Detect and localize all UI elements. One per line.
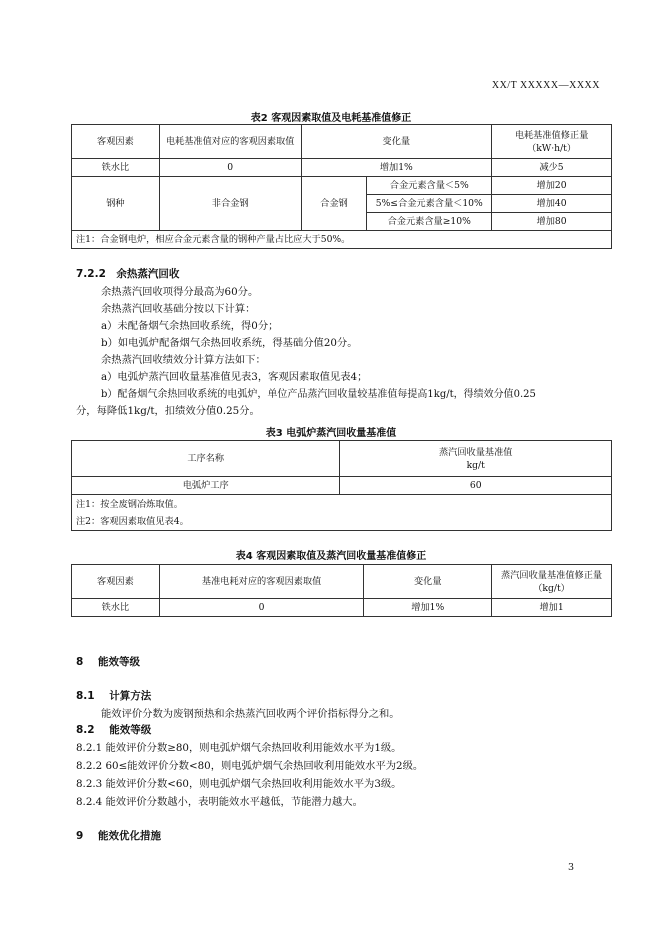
section-9-heading <box>76 828 161 845</box>
section-7-2-2-title: 7.2.2 余热蒸汽回收 <box>76 268 180 280</box>
table2-alloy: 合金钢 <box>301 177 367 231</box>
section-8-title: 能效等级 <box>98 656 140 668</box>
table4-header-factor: 客观因素 <box>72 565 160 599</box>
table2-header-row <box>72 125 612 159</box>
table4-caption: 表4 客观因素取值及蒸汽回收量基准值修正 <box>235 551 427 562</box>
table3-notes <box>72 495 612 531</box>
table3-caption: 表3 电弧炉蒸汽回收量基准值 <box>265 428 397 439</box>
paragraph-line: 8.2.1 能效评价分数≥80，则电弧炉烟气余热回收利用能效水平为1级。 <box>76 742 402 754</box>
section-8-1-number: 8.1 <box>76 690 95 702</box>
paragraph-line: 余热蒸汽回收项得分最高为60分。 <box>101 286 259 298</box>
table3-cell: 60 <box>340 477 612 495</box>
document-code: XX/T XXXXX—XXXX <box>491 80 600 91</box>
paragraph-line: a）未配备烟气余热回收系统，得0分； <box>101 320 279 332</box>
table2-header-change: 变化量 <box>301 125 492 159</box>
table2-non-alloy: 非合金钢 <box>159 177 301 231</box>
table4-cell: 0 <box>159 599 364 617</box>
paragraph-line: b）配备烟气余热回收系统的电弧炉，单位产品蒸汽回收量较基准值每提高1kg/t，得绩效分值0.25 <box>101 389 536 400</box>
section-9-number: 9 <box>76 830 84 842</box>
table4-header-value: 基准电耗对应的客观因素取值 <box>159 565 364 599</box>
table2-cell: 增加40 <box>492 195 612 213</box>
table3-header-row <box>72 441 612 477</box>
section-9-title: 能效优化措施 <box>98 830 161 842</box>
table2-header-correction <box>492 125 612 159</box>
paragraph-line: 8.2.4 能效评价分数越小，表明能效水平越低，节能潜力越大。 <box>76 796 363 808</box>
table4-cell: 增加1 <box>492 599 612 617</box>
table3-header-baseline <box>340 441 612 477</box>
paragraph-line: 8.2.2 60≤能效评价分数<80，则电弧炉烟气余热回收利用能效水平为2级。 <box>76 760 424 772</box>
table2-cell: 铁水比 <box>72 159 160 177</box>
table4-header-correction-label: 蒸汽回收量基准值修正量 <box>501 569 603 581</box>
section-8-2-heading <box>76 722 151 739</box>
page-number: 3 <box>567 862 574 873</box>
table2-cell: 合金元素含量＜5% <box>367 177 492 195</box>
table3-header-baseline-label: 蒸汽回收量基准值 <box>438 446 513 458</box>
section-7-2-2-heading <box>76 266 179 283</box>
table-row <box>72 477 612 495</box>
table3-note-2: 注2：客观因素取值见表4。 <box>76 515 189 527</box>
table2-cell: 增加20 <box>492 177 612 195</box>
section-8-2-number: 8.2 <box>76 724 95 736</box>
table2-steel-label: 钢种 <box>72 177 160 231</box>
table2-cell: 0 <box>159 159 301 177</box>
section-8-1-heading <box>76 688 151 705</box>
table4 <box>71 564 612 617</box>
table-row <box>72 177 612 195</box>
table-row <box>72 599 612 617</box>
table2-note-row <box>72 231 612 249</box>
table2-header-value: 电耗基准值对应的客观因素取值 <box>159 125 301 159</box>
table4-header-row <box>72 565 612 599</box>
table4-header-correction <box>492 565 612 599</box>
table4-header-correction-unit: （kg/t） <box>533 582 570 594</box>
table2-cell: 减少5 <box>492 159 612 177</box>
table3-header-baseline-unit: kg/t <box>466 459 485 471</box>
table4-header-change: 变化量 <box>364 565 492 599</box>
paragraph-line: a）电弧炉蒸汽回收量基准值见表3，客观因素取值见表4； <box>101 371 368 383</box>
paragraph-line: b）如电弧炉配备烟气余热回收系统，得基础分值20分。 <box>101 337 358 349</box>
table2-cell: 增加80 <box>492 213 612 231</box>
section-8-2-title: 能效等级 <box>109 724 152 736</box>
paragraph-line: 余热蒸汽回收绩效分计算方法如下： <box>101 354 266 366</box>
table2-header-correction-unit: （kW·h/t） <box>527 142 577 154</box>
paragraph-line: 余热蒸汽回收基础分按以下计算： <box>101 303 256 315</box>
section-8-1-title: 计算方法 <box>109 690 152 702</box>
table2-cell: 合金元素含量≥10% <box>367 213 492 231</box>
table2-caption: 表2 客观因素取值及电耗基准值修正 <box>250 113 412 124</box>
section-8-number: 8 <box>76 656 84 668</box>
table2-header-correction-label: 电耗基准值修正量 <box>514 129 589 141</box>
table-row <box>72 159 612 177</box>
table4-cell: 增加1% <box>364 599 492 617</box>
table2-header-factor: 客观因素 <box>72 125 160 159</box>
table2-note: 注1：合金钢电炉，相应合金元素含量的钢种产量占比应大于50%。 <box>72 231 612 249</box>
table2 <box>71 124 612 249</box>
table4-cell: 铁水比 <box>72 599 160 617</box>
paragraph-line: 分，每降低1kg/t，扣绩效分值0.25分。 <box>76 405 260 417</box>
table3-header-process: 工序名称 <box>72 441 340 477</box>
table3 <box>71 440 612 531</box>
table3-cell: 电弧炉工序 <box>72 477 340 495</box>
paragraph-line: 8.2.3 能效评价分数<60，则电弧炉烟气余热回收利用能效水平为3级。 <box>76 778 402 790</box>
table3-note-1: 注1：按全废钢冶炼取值。 <box>76 498 183 510</box>
table3-notes-row <box>72 495 612 531</box>
table2-cell: 增加1% <box>301 159 492 177</box>
paragraph-line: 能效评价分数为废钢预热和余热蒸汽回收两个评价指标得分之和。 <box>101 708 400 720</box>
table2-cell: 5%≤合金元素含量＜10% <box>367 195 492 213</box>
section-8-heading <box>76 654 140 671</box>
